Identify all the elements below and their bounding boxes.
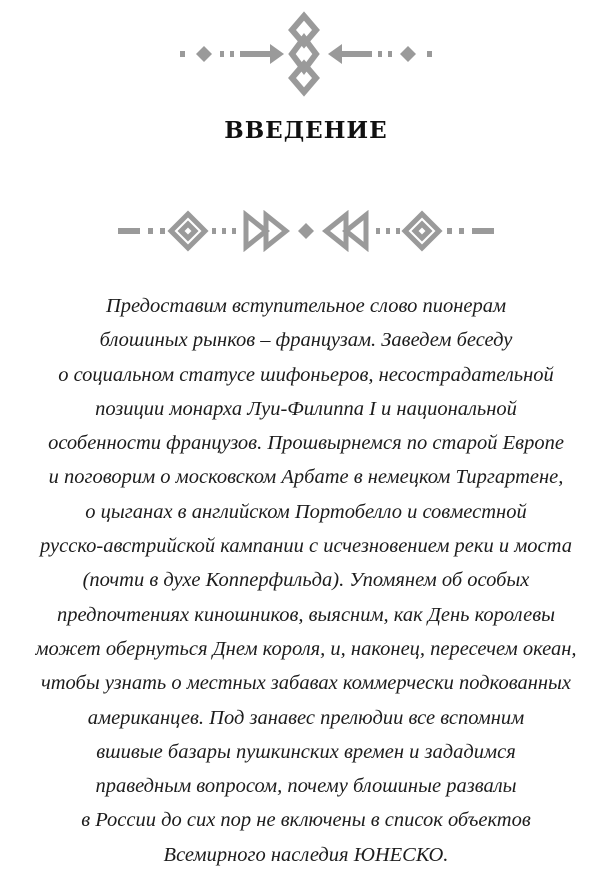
text-line: праведным вопросом, почему блошиные развалы — [95, 775, 517, 798]
text-line: Предоставим вступительное слово пионерам — [105, 295, 507, 317]
text-line: в России до сих пор не включены в список объектов — [81, 809, 531, 832]
text-line: особенности французов. Прошвырнемся по старой Европе — [48, 432, 564, 455]
text-line: о социальном статусе шифоньеров, несострадательной — [58, 363, 554, 386]
text-line: может обернуться Днем короля, и, наконец, пересечем океан, — [35, 637, 577, 660]
text-line: американцев. Под занавес прелюдии все вспомним — [87, 706, 525, 729]
text-line: о цыганах в английском Портобелло и совместной — [85, 500, 527, 523]
intro-paragraph — [12, 289, 600, 872]
text-line: Всемирного наследия ЮНЕСКО. — [163, 843, 449, 866]
tribal-diamond-arrow-ornament — [176, 8, 436, 100]
text-line: позиции монарха Луи-Филиппа I и национальной — [95, 397, 517, 420]
text-line: чтобы узнать о местных забавах коммерчески подкованных — [40, 672, 572, 695]
text-line: вшивые базары пушкинских времен и зададимся — [96, 740, 516, 763]
text-line: блошиных рынков – французам. Заведем беседу — [99, 329, 513, 352]
chapter-title: ВВЕДЕНИЕ — [224, 117, 388, 144]
text-line: русско-австрийской кампании с исчезновением реки и моста — [40, 535, 572, 558]
text-line: предпочтениях киношников, выясним, как День королевы — [57, 603, 555, 626]
text-line: и поговорим о московском Арбате в немецком Тиргартене, — [48, 466, 564, 489]
text-line: (почти в духе Копперфильда). Упомянем об особых — [82, 569, 530, 592]
tribal-chevron-divider-ornament — [116, 210, 496, 252]
